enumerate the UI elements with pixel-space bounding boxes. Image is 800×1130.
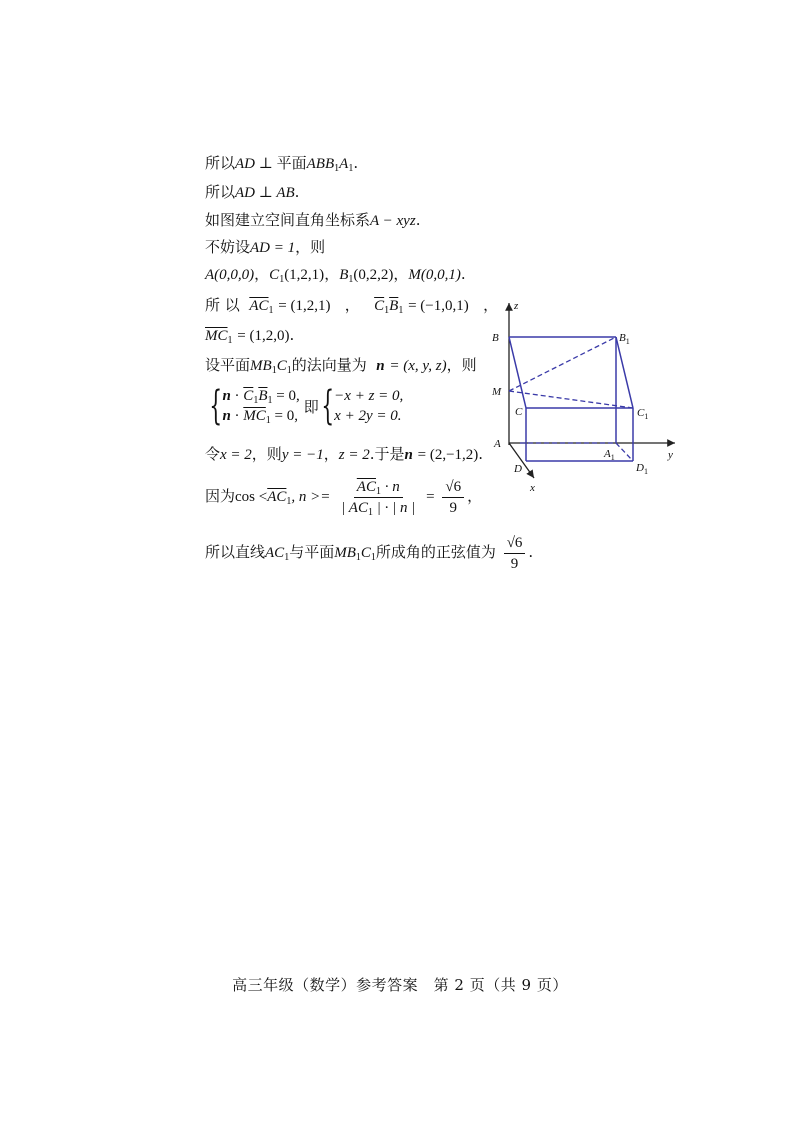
line-1: 所以AD ⊥ 平面$ABB_1A_1$.	[205, 154, 359, 174]
label-d1: $D_1$	[636, 462, 648, 476]
line-7-vector-mc1: $\overline{MC}_1 = (1,2,0)$.	[205, 326, 295, 346]
label-c1: $C_1$	[637, 407, 649, 421]
line-11-conclusion: 所以直线$AC_1$与平面$MB_1C_1$所成角的正弦值为 $\frac{√6}{9}$ .	[205, 534, 534, 572]
page-footer: 高三年级（数学）参考答案 第 2 页（共 9 页）	[232, 976, 568, 994]
dash-m-b1	[509, 337, 616, 391]
system-left: $n \cdot \overline{C}_1\overline{B}_1 = 0$, $n \cdot \overline{MC}_1 = 0$,	[222, 388, 300, 426]
cos-fraction: $\frac{\overline{AC}_1 \cdot n}{| AC_1 | \cdot | n |}$	[341, 478, 416, 518]
line-6-vectors: 所 以 $\overline{AC}_1 = (1,2,1)$ ， $\overline{C}_1\overline{B}_1 = (-1,0,1)$ ，	[205, 296, 499, 316]
label-b: B	[492, 332, 499, 344]
dash-a1-d1	[616, 443, 633, 461]
ji-text: 即	[303, 397, 319, 416]
dash-m-c1	[509, 391, 633, 408]
line-9-solution: 令x = 2，则y = −1，z = 2.于是n = (2,−1,2).	[205, 445, 484, 463]
line-4: 不妨设AD = 1，则	[205, 238, 326, 256]
line-3: 如图建立空间直角坐标系A − xyz.	[205, 211, 421, 229]
edge-b1-c1	[616, 337, 633, 408]
system-right: −x + z = 0, x + 2y = 0.	[334, 388, 404, 424]
label-m: M	[492, 386, 502, 398]
label-a1: $A_1$	[604, 448, 615, 462]
label-b1: $B_1$	[619, 332, 630, 346]
label-x: x	[530, 482, 535, 494]
label-d: D	[514, 463, 522, 475]
answer-fraction: $\frac{√6}{9}$	[504, 533, 526, 574]
sqrt6-over-9-fraction: $\frac{√6}{9}$	[442, 477, 464, 518]
right-brace: {	[321, 383, 334, 429]
line-10-cosine: 因为$\cos <\overline{AC}_1$, n >= $\frac{\overline{AC}_1 \cdot n}{| AC_1 | \cdot | n |}$ = $\frac{√6}{9}$ ，	[205, 478, 483, 518]
equation-system	[203, 383, 404, 429]
prism-figure	[480, 295, 690, 495]
edge-b-c	[509, 337, 526, 408]
label-a: A	[494, 438, 501, 450]
left-brace: {	[209, 383, 223, 429]
label-c: C	[515, 406, 523, 418]
line-8-normal-vector: 设平面$MB_1C_1$的法向量为 n = (x, y, z)，则	[205, 356, 477, 376]
label-z: z	[514, 300, 519, 312]
line-5-points: A(0,0,0)，$C_1(1,2,1)$，$B_1(0,2,2)$，M(0,0,1).	[205, 265, 466, 285]
label-y: y	[668, 449, 673, 461]
line-2: 所以AD ⊥ AB.	[205, 183, 300, 201]
